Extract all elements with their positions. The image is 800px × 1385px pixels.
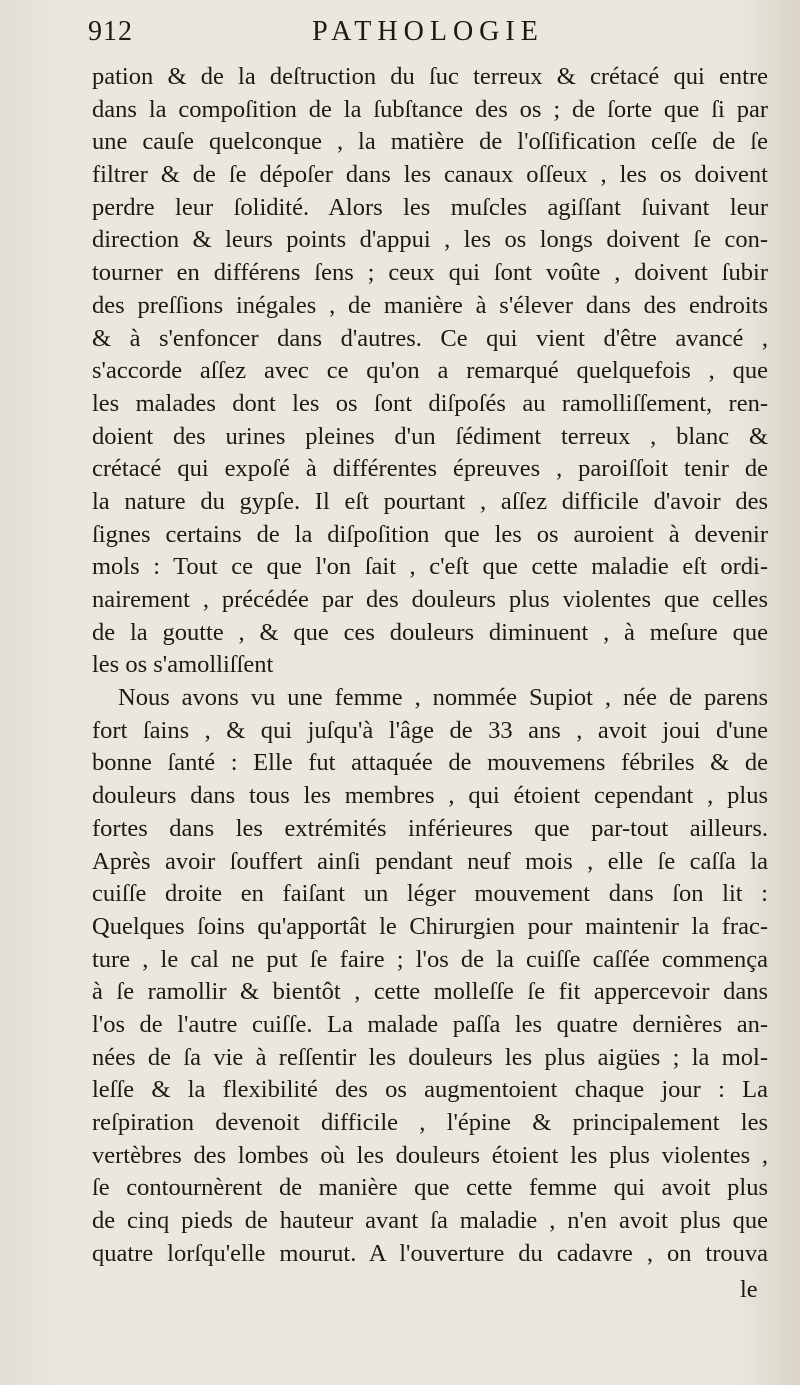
text-line: Après avoir ſouffert ainſi pendant neuf mois , elle ſe caſſa la	[92, 847, 768, 875]
text-line: l'os de l'autre cuiſſe. La malade paſſa les quatre dernières an-	[92, 1010, 768, 1038]
text-line: ſe contournèrent de manière que cette femme qui avoit plus	[92, 1174, 768, 1202]
text-line: perdre leur ſolidité. Alors les muſcles agiſſant ſuivant leur	[92, 193, 768, 221]
text-line: fortes dans les extrémités inférieures que par-tout ailleurs.	[92, 814, 768, 842]
text-line: fort ſains , & qui juſqu'à l'âge de 33 ans , avoit joui d'une	[92, 716, 768, 744]
text-line: la nature du gypſe. Il eſt pourtant , aſſez difficile d'avoir des	[92, 487, 768, 515]
text-line: ſignes certains de la diſpoſition que les os auroient à devenir	[92, 520, 768, 548]
page-header	[88, 14, 768, 54]
text-line: à ſe ramollir & bientôt , cette molleſſe ſe fit appercevoir dans	[92, 978, 768, 1006]
paragraph-start-line: Nous avons vu une femme , nommée Supiot , née de parens	[118, 684, 768, 712]
body-text	[92, 61, 768, 1270]
text-line: nairement , précédée par des douleurs plus violentes que celles	[92, 586, 768, 613]
text-line: cuiſſe droite en faiſant un léger mouvement dans ſon lit :	[92, 880, 768, 908]
text-line: tourner en différens ſens ; ceux qui ſont voûte , doivent ſubir	[92, 259, 768, 287]
text-line: vertèbres des lombes où les douleurs étoient les plus violentes ,	[92, 1141, 768, 1169]
text-line: crétacé qui expoſé à différentes épreuves , paroiſſoit tenir de	[92, 455, 768, 483]
text-line: une cauſe quelconque , la matière de l'oſſification ceſſe de ſe	[92, 128, 768, 156]
text-line: pation & de la deſtruction du ſuc terreux & crétacé qui entre	[92, 63, 768, 90]
text-line: bonne ſanté : Elle fut attaquée de mouvemens fébriles & de	[92, 749, 768, 777]
text-line: quatre lorſqu'elle mourut. A l'ouverture du cadavre , on trouva	[92, 1239, 768, 1267]
text-line: Quelques ſoins qu'apportât le Chirurgien pour maintenir la frac-	[92, 912, 768, 940]
text-line: de la goutte , & que ces douleurs diminuent , à meſure que	[92, 618, 768, 646]
text-line: doient des urines pleines d'un ſédiment terreux , blanc &	[92, 422, 768, 450]
text-line: leſſe & la flexibilité des os augmentoient chaque jour : La	[92, 1076, 768, 1104]
text-line: ture , le cal ne put ſe faire ; l'os de la cuiſſe caſſée commença	[92, 945, 768, 973]
text-line: douleurs dans tous les membres , qui étoient cependant , plus	[92, 782, 768, 810]
text-line: nées de ſa vie à reſſentir les douleurs les plus aigües ; la mol-	[92, 1043, 768, 1071]
paragraph-end-line: les os s'amolliſſent	[92, 651, 274, 679]
text-line: & à s'enfoncer dans d'autres. Ce qui vient d'être avancé ,	[92, 324, 768, 352]
catchword: le	[740, 1276, 758, 1303]
text-line: s'accorde aſſez avec ce qu'on a remarqué quelquefois , que	[92, 357, 768, 385]
text-line: filtrer & de ſe dépoſer dans les canaux oſſeux , les os doivent	[92, 161, 768, 189]
page-number: 912	[88, 16, 133, 47]
running-head: PATHOLOGIE	[312, 16, 544, 47]
text-line: reſpiration devenoit difficile , l'épine & principalement les	[92, 1109, 768, 1136]
text-line: dans la compoſition de la ſubſtance des os ; de ſorte que ſi par	[92, 95, 768, 123]
text-line: mols : Tout ce que l'on ſait , c'eſt que cette maladie eſt ordi-	[92, 553, 768, 581]
text-line: direction & leurs points d'appui , les os longs doivent ſe con-	[92, 226, 768, 254]
text-line: de cinq pieds de hauteur avant ſa maladie , n'en avoit plus que	[92, 1207, 768, 1235]
text-line: les malades dont les os ſont diſpoſés au ramolliſſement, ren-	[92, 389, 768, 417]
text-line: des preſſions inégales , de manière à s'élever dans des endroits	[92, 291, 768, 319]
